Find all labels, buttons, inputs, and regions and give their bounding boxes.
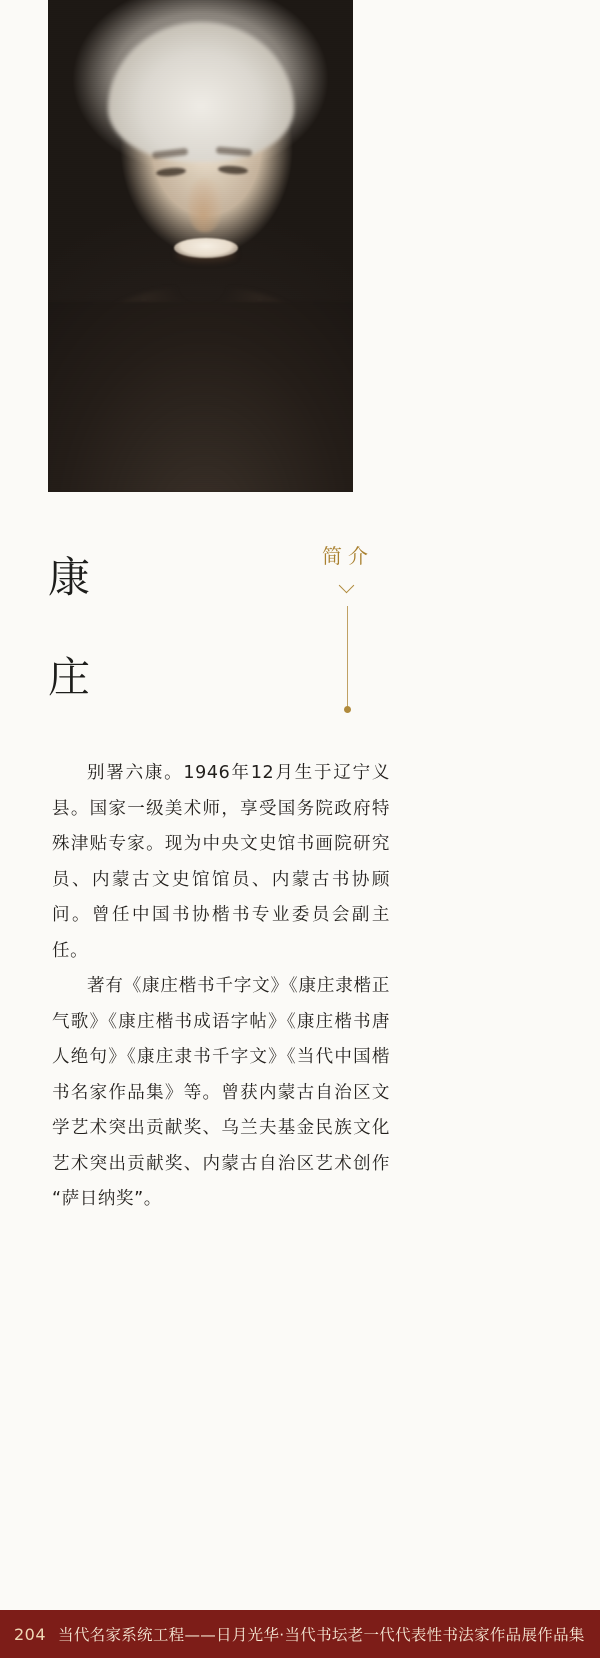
biography-paragraph-1: 别署六康。1946年12月生于辽宁义县。国家一级美术师，享受国务院政府特殊津贴专家。现为中央文史馆书画院研究员、内蒙古文史馆馆员、内蒙古书协顾问。曾任中国书协楷书专业委员会副主任。 [52, 763, 390, 961]
chevron-down-icon [341, 580, 355, 594]
portrait-photo [48, 0, 353, 492]
biography-paragraph-2: 著有《康庄楷书千字文》《康庄隶楷正气歌》《康庄楷书成语字帖》《康庄楷书唐人绝句》《康庄隶书千字文》《当代中国楷书名家作品集》等。曾获内蒙古自治区文学艺术突出贡献奖、乌兰夫基金民族文化艺术突出贡献奖、内蒙古自治区艺术创作“萨日纳奖”。 [52, 976, 390, 1209]
page-number: 204 [14, 1625, 47, 1644]
biography-text [52, 756, 390, 1218]
page-footer [0, 1610, 600, 1658]
footer-content [0, 1623, 585, 1645]
artist-name-char-2: 庄 [48, 653, 93, 702]
footer-title: 当代名家系统工程——日月光华·当代书坛老一代代表性书法家作品展作品集 [58, 1626, 585, 1644]
artist-name [48, 528, 168, 728]
vertical-rule-with-dot-icon [347, 606, 348, 710]
section-label-intro: 简介 [322, 544, 374, 568]
photo-grain-overlay [48, 0, 353, 492]
portrait-image [48, 0, 353, 492]
artist-name-char-1: 康 [48, 553, 93, 602]
